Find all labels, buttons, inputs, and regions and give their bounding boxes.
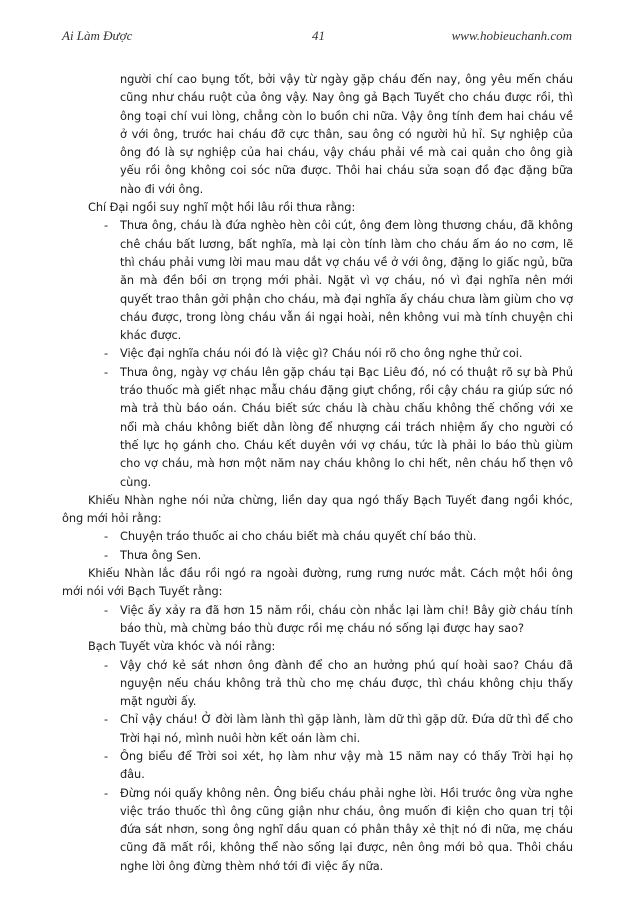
paragraph-continuation: người chí cao bụng tốt, bởi vậy từ ngày gặp cháu đến nay, ông yêu mến cháu cũng như cháu ruột của ông vậy. Nay ông gả Bạch Tuyết cho cháu được rồi, thì ông toại chí vui lòng, chẳng còn lo buồn chi nữa. Vậy ông tính đem hai cháu về ở với ông, trước hai cháu đỡ cực thân, sau ông có người hủ hỉ. Sự nghiệp của ông đó là sự nghiệp của hai cháu, vậy cháu phải về mà cai quản cho ông già yếu rồi ông không coi sóc nữa được. Thôi hai cháu sửa soạn đồ đạc đặng bữa nào đi với ông. bbox=[120, 72, 573, 196]
dash-marker: - bbox=[104, 218, 109, 233]
dash-marker: - bbox=[104, 657, 109, 672]
dialogue-line: - Vậy chớ kẻ sát nhơn ông đành để cho an hưởng phú quí hoài sao? Cháu đã nguyện nếu cháu không trả thù cho mẹ cháu được, thì cháu không chịu thấy mặt người ấy. bbox=[104, 657, 573, 709]
dash-marker: - bbox=[104, 748, 109, 763]
dialogue-line: - Thưa ông, ngày vợ cháu lên gặp cháu tại Bạc Liêu đó, nó có thuật rõ sự bà Phủ tráo thuốc mà giết nhạc mẫu cháu đặng giựt chồng, rồi cậy cháu ra giúp sức nó mà trả thù báo oán. Cháu biết sức cháu là chàu chấu không thế chống với xe nổi mà cháu không biết dằn lòng để nhượng cái trách nhiệm ấy cho người có thế lực họ gánh cho. Cháu kết duyên với vợ cháu, tức là phải lo báo thù giùm cho vợ cháu, mà hơn một năm nay cháu không lo chi hết, nên cháu hổ thẹn vô cùng. bbox=[104, 364, 573, 489]
dash-marker: - bbox=[104, 547, 109, 562]
dialogue-line: - Việc ấy xảy ra đã hơn 15 năm rồi, cháu còn nhắc lại làm chi! Bây giờ cháu tính báo thù, mà chừng báo thù được rồi mẹ cháu nó sống lại được hay sao? bbox=[104, 602, 573, 635]
dialogue-line: - Chỉ vậy cháu! Ở đời làm lành thì gặp lành, làm dữ thì gặp dữ. Đứa dữ thì để cho Trời hại nó, mình nuôi hờn kết oán làm chi. bbox=[104, 712, 573, 745]
paragraph: Chí Đại ngồi suy nghĩ một hồi lâu rồi thưa rằng: bbox=[88, 200, 356, 215]
page-body bbox=[62, 70, 573, 875]
website-url: www.hobieuchanh.com bbox=[451, 28, 572, 43]
dialogue-line: - Chuyện tráo thuốc ai cho cháu biết mà cháu quyết chí báo thù. bbox=[62, 527, 573, 545]
page-number: 41 bbox=[312, 28, 325, 43]
paragraph: Khiếu Nhàn lắc đầu rồi ngó ra ngoài đường, rưng rưng nước mắt. Cách một hồi ông mới nói với Bạch Tuyết rằng: bbox=[62, 566, 573, 599]
dash-marker: - bbox=[104, 785, 109, 800]
paragraph: Khiếu Nhàn nghe nói nửa chừng, liền day qua ngó thấy Bạch Tuyết đang ngồi khóc, ông mới hỏi rằng: bbox=[62, 492, 573, 526]
page-header bbox=[62, 28, 572, 48]
dash-marker: - bbox=[104, 364, 109, 379]
book-title: Ai Làm Được bbox=[62, 28, 133, 43]
dialogue-line: - Ông biểu để Trời soi xét, họ làm như vậy mà 15 năm nay có thấy Trời hại họ đâu. bbox=[104, 748, 573, 782]
dash-marker: - bbox=[104, 712, 109, 727]
dash-marker: - bbox=[104, 602, 109, 617]
dialogue-line: - Thưa ông Sen. bbox=[62, 546, 573, 564]
dash-marker: - bbox=[104, 529, 109, 544]
dialogue-line: - Việc đại nghĩa cháu nói đó là việc gì? Cháu nói rõ cho ông nghe thử coi. bbox=[62, 344, 573, 362]
dialogue-line: - Thưa ông, cháu là đứa nghèo hèn côi cút, ông đem lòng thương cháu, đã không chê cháu bất lương, bất nghĩa, mà lại còn tính làm cho cháu ấm áo no cơm, lẽ thì cháu phải vưng lời mau mau dắt vợ cháu về ở với ông, đặng lo giấc ngủ, bữa ăn mà đền bồi ơn trọng mới phải. Ngặt vì vợ cháu, nó vì đại nghĩa nên mới quyết trao thân gởi phận cho cháu, mà đại nghĩa ấy cháu chưa làm giùm cho vợ cháu được, trong lòng cháu vẫn ái ngại hoài, nên không vui mà tính chuyện chi khác được. bbox=[104, 218, 573, 343]
paragraph: Bạch Tuyết vừa khóc và nói rằng: bbox=[88, 639, 276, 654]
dash-marker: - bbox=[104, 346, 109, 361]
dialogue-line: - Đừng nói quấy không nên. Ông biểu cháu phải nghe lời. Hồi trước ông vừa nghe việc tráo thuốc thì ông cũng giận như cháu, ông muốn đi kiện cho quan trị tội đứa sát nhơn, song ông nghĩ dầu quan có phân thây xẻ thịt nó đi nữa, mẹ cháu cũng đã mất rồi, không thể nào sống lại được, nên ông mới bỏ qua. Thôi cháu nghe lời ông đừng thèm nhớ tới đi việc ấy nữa. bbox=[104, 785, 573, 873]
